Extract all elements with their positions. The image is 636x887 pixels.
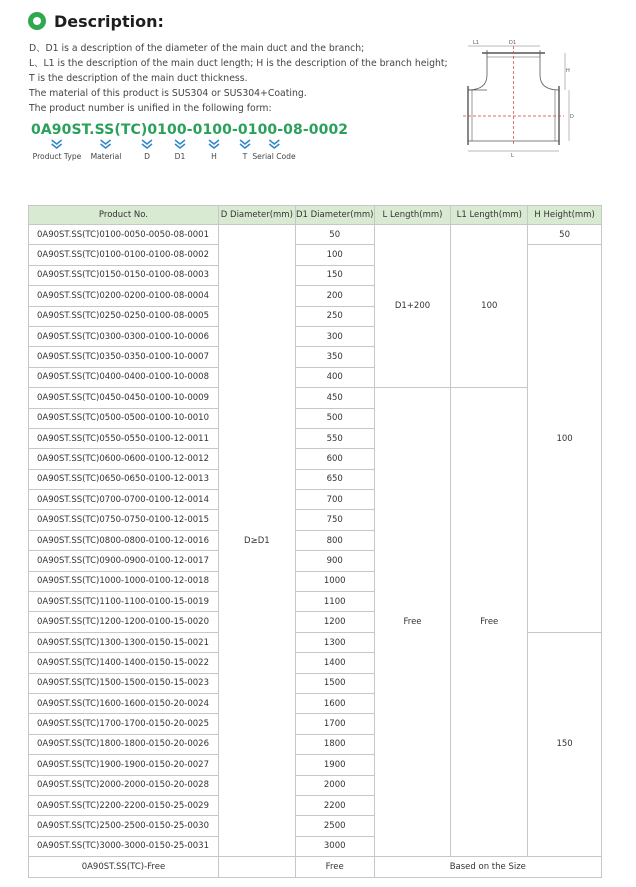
product-number-cell: 0A90ST.SS(TC)1800-1800-0150-20-0026: [29, 734, 219, 754]
column-header: H Height(mm): [528, 206, 602, 225]
table-header-row: [29, 206, 602, 225]
legend-item-h: [207, 139, 221, 161]
product-number-cell: 0A90ST.SS(TC)0750-0750-0100-12-0015: [29, 510, 219, 530]
product-number-cell: 0A90ST.SS(TC)1300-1300-0150-15-0021: [29, 632, 219, 652]
description-line: The material of this product is SUS304 or SUS304+Coating.: [29, 88, 307, 100]
legend-item-d1: [173, 139, 187, 161]
column-header: D1 Diameter(mm): [295, 206, 374, 225]
section-title: Description:: [54, 11, 164, 31]
product-number-cell: 0A90ST.SS(TC)2000-2000-0150-20-0028: [29, 775, 219, 795]
description-line: D、D1 is a description of the diameter of the main duct and the branch;: [29, 43, 365, 54]
d1-diameter-cell: 1600: [295, 693, 374, 713]
size-note-cell: Based on the Size: [374, 857, 601, 877]
h-height-cell: 50: [528, 225, 602, 245]
description-line: The product number is unified in the following form:: [29, 103, 272, 115]
product-number-cell: 0A90ST.SS(TC)1500-1500-0150-15-0023: [29, 673, 219, 693]
d1-diameter-cell: 1800: [295, 734, 374, 754]
legend-label: H: [211, 152, 217, 161]
d1-diameter-cell: 100: [295, 245, 374, 265]
legend-item-serial-code: [252, 139, 295, 161]
d1-diameter-cell: 1100: [295, 592, 374, 612]
table-row-free: [29, 857, 602, 877]
product-number-example: 0A90ST.SS(TC)0100-0100-0100-08-0002: [31, 122, 349, 138]
d1-diameter-cell: 900: [295, 551, 374, 571]
spec-table: [28, 205, 602, 878]
legend-item-product-type: [33, 139, 82, 161]
l1-length-cell: 100: [451, 225, 528, 388]
column-header: D Diameter(mm): [218, 206, 295, 225]
description-text: [29, 41, 448, 116]
d1-diameter-cell: 550: [295, 428, 374, 448]
legend-label: T: [242, 152, 248, 161]
product-number-cell: 0A90ST.SS(TC)1100-1100-0100-15-0019: [29, 592, 219, 612]
product-number-cell: 0A90ST.SS(TC)0100-0100-0100-08-0002: [29, 245, 219, 265]
d-diameter-cell: D≥D1: [218, 225, 295, 857]
product-number-cell: 0A90ST.SS(TC)1200-1200-0100-15-0020: [29, 612, 219, 632]
d1-diameter-cell: 3000: [295, 836, 374, 856]
d1-diameter-cell: 500: [295, 408, 374, 428]
product-number-cell: 0A90ST.SS(TC)0800-0800-0100-12-0016: [29, 530, 219, 550]
product-number-cell: 0A90ST.SS(TC)1400-1400-0150-15-0022: [29, 653, 219, 673]
product-number-cell: 0A90ST.SS(TC)0700-0700-0100-12-0014: [29, 490, 219, 510]
d1-diameter-cell: 2000: [295, 775, 374, 795]
h-height-cell: 150: [528, 632, 602, 856]
d1-diameter-cell: 650: [295, 469, 374, 489]
product-number-cell: 0A90ST.SS(TC)0450-0450-0100-10-0009: [29, 388, 219, 408]
column-header: Product No.: [29, 206, 219, 225]
legend-item-t: [238, 139, 252, 161]
d1-diameter-cell: 1500: [295, 673, 374, 693]
product-number-cell: 0A90ST.SS(TC)0350-0350-0100-10-0007: [29, 347, 219, 367]
product-number-cell: 0A90ST.SS(TC)-Free: [29, 857, 219, 877]
product-number-cell: 0A90ST.SS(TC)0400-0400-0100-10-0008: [29, 367, 219, 387]
d1-diameter-cell: 400: [295, 367, 374, 387]
table-row: [29, 388, 602, 408]
product-number-cell: 0A90ST.SS(TC)1000-1000-0100-12-0018: [29, 571, 219, 591]
chevron-down-icon: [50, 139, 64, 149]
d1-diameter-cell: 2500: [295, 816, 374, 836]
d1-diameter-cell: 700: [295, 490, 374, 510]
diagram-label: L: [511, 153, 514, 159]
d1-diameter-cell: 1200: [295, 612, 374, 632]
product-number-cell: 0A90ST.SS(TC)2200-2200-0150-25-0029: [29, 795, 219, 815]
product-number-cell: 0A90ST.SS(TC)0300-0300-0100-10-0006: [29, 326, 219, 346]
diagram-label: L1: [473, 40, 479, 46]
d1-diameter-cell: 800: [295, 530, 374, 550]
product-number-cell: 0A90ST.SS(TC)1600-1600-0150-20-0024: [29, 693, 219, 713]
legend-label: Material: [90, 152, 122, 161]
product-number-cell: 0A90ST.SS(TC)1900-1900-0150-20-0027: [29, 755, 219, 775]
table-row: [29, 225, 602, 245]
legend-item-d: [140, 139, 154, 161]
product-number-cell: 0A90ST.SS(TC)0900-0900-0100-12-0017: [29, 551, 219, 571]
d1-diameter-cell: 1300: [295, 632, 374, 652]
d1-diameter-cell: 1000: [295, 571, 374, 591]
diagram-line: [540, 75, 559, 90]
d1-diameter-cell: 1400: [295, 653, 374, 673]
chevron-down-icon: [173, 139, 187, 149]
d1-diameter-cell: 750: [295, 510, 374, 530]
d1-diameter-cell: 2200: [295, 795, 374, 815]
column-header: L Length(mm): [374, 206, 451, 225]
product-number-cell: 0A90ST.SS(TC)3000-3000-0150-25-0031: [29, 836, 219, 856]
d1-diameter-cell: 600: [295, 449, 374, 469]
d1-diameter-cell: 250: [295, 306, 374, 326]
product-number-cell: 0A90ST.SS(TC)0250-0250-0100-08-0005: [29, 306, 219, 326]
section-heading: [28, 9, 164, 33]
chevron-down-icon: [267, 139, 281, 149]
d1-diameter-cell: Free: [295, 857, 374, 877]
l-length-cell: Free: [374, 388, 451, 857]
bullet-icon: [28, 12, 46, 30]
chevron-down-icon: [207, 139, 221, 149]
chevron-down-icon: [238, 139, 252, 149]
diagram-label: H: [566, 68, 570, 74]
d1-diameter-cell: 1900: [295, 755, 374, 775]
column-header: L1 Length(mm): [451, 206, 528, 225]
diagram-line: [468, 75, 487, 90]
diagram-label: D1: [509, 40, 517, 46]
d1-diameter-cell: 350: [295, 347, 374, 367]
description-line: T is the description of the main duct thickness.: [29, 73, 248, 85]
product-number-cell: 0A90ST.SS(TC)0600-0600-0100-12-0012: [29, 449, 219, 469]
d1-diameter-cell: 50: [295, 225, 374, 245]
legend-label: Serial Code: [252, 152, 296, 161]
legend-label: D1: [174, 152, 186, 161]
product-number-cell: 0A90ST.SS(TC)2500-2500-0150-25-0030: [29, 816, 219, 836]
d1-diameter-cell: 200: [295, 286, 374, 306]
d1-diameter-cell: 300: [295, 326, 374, 346]
product-number-cell: 0A90ST.SS(TC)0500-0500-0100-10-0010: [29, 408, 219, 428]
legend-item-material: [91, 139, 122, 161]
product-number-cell: 0A90ST.SS(TC)0150-0150-0100-08-0003: [29, 265, 219, 285]
product-number-cell: 0A90ST.SS(TC)0550-0550-0100-12-0011: [29, 428, 219, 448]
h-height-cell: 100: [528, 245, 602, 632]
chevron-down-icon: [140, 139, 154, 149]
legend-label: D: [144, 152, 150, 161]
legend-label: Product Type: [32, 152, 82, 161]
l1-length-cell: Free: [451, 388, 528, 857]
product-number-cell: 0A90ST.SS(TC)1700-1700-0150-20-0025: [29, 714, 219, 734]
diagram-label: D: [570, 114, 574, 120]
chevron-down-icon: [99, 139, 113, 149]
product-number-cell: 0A90ST.SS(TC)0100-0050-0050-08-0001: [29, 225, 219, 245]
d1-diameter-cell: 1700: [295, 714, 374, 734]
product-number-cell: 0A90ST.SS(TC)0650-0650-0100-12-0013: [29, 469, 219, 489]
tee-duct-diagram: [458, 40, 578, 160]
d1-diameter-cell: 150: [295, 265, 374, 285]
description-line: L、L1 is the description of the main duct length; H is the description of the branch height;: [29, 58, 448, 70]
product-number-cell: 0A90ST.SS(TC)0200-0200-0100-08-0004: [29, 286, 219, 306]
d-diameter-cell: [218, 857, 295, 877]
d1-diameter-cell: 450: [295, 388, 374, 408]
l-length-cell: D1+200: [374, 225, 451, 388]
